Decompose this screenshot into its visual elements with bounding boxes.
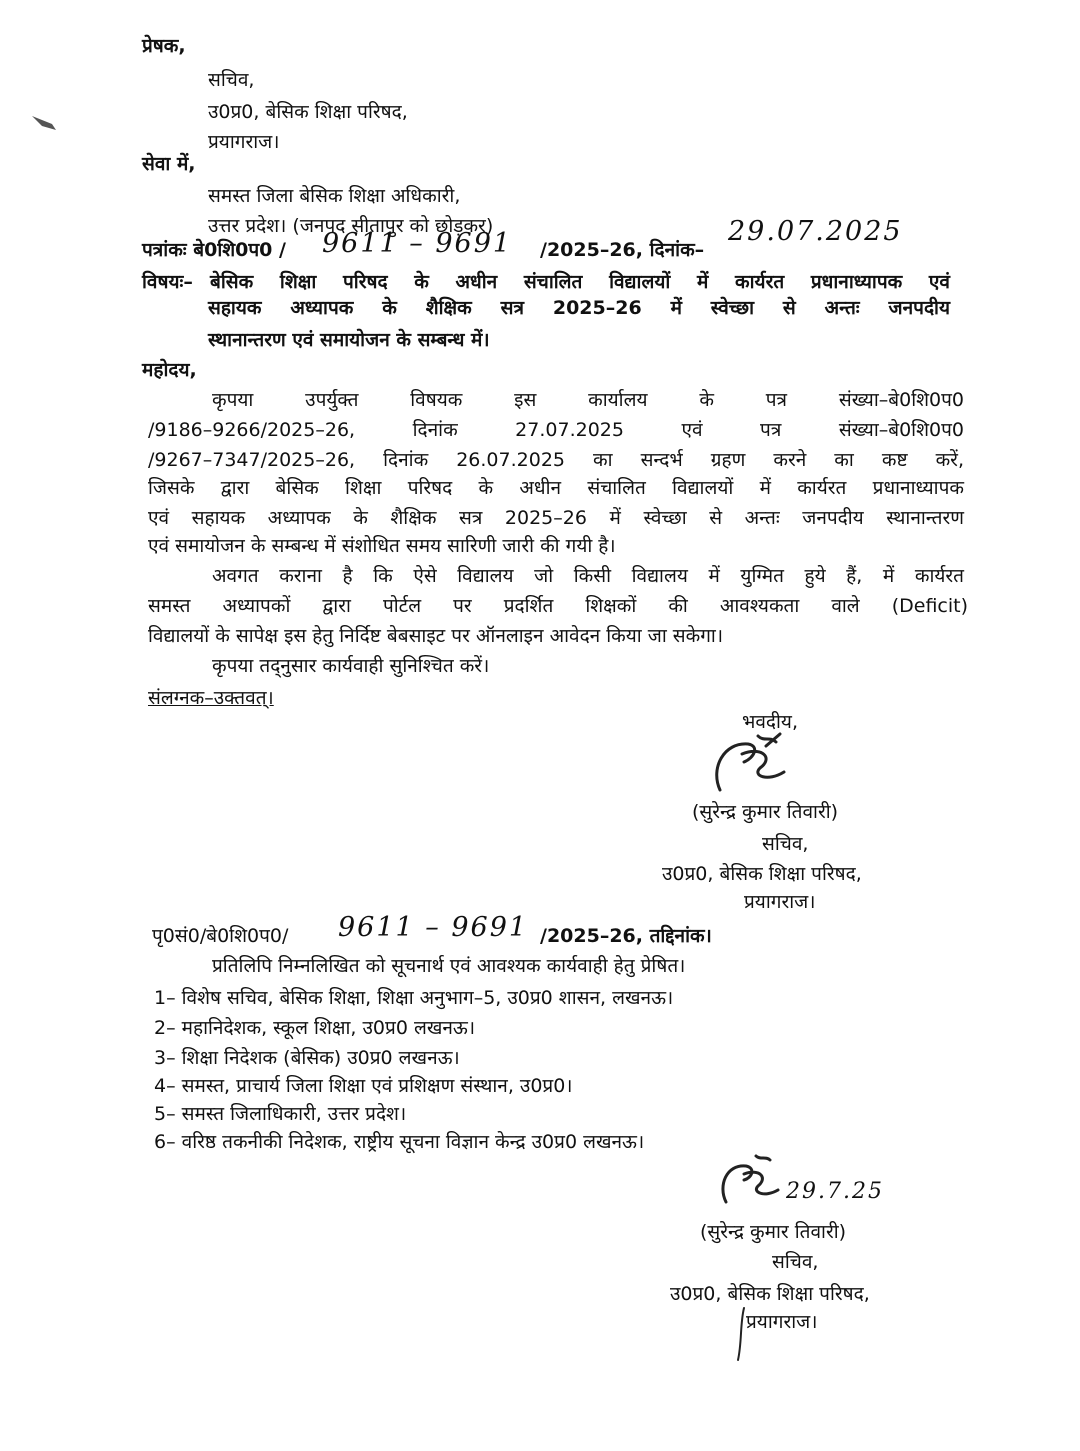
body-p2-line1: अवगत कराना है कि ऐसे विद्यालय जो किसी विद्यालय में युग्मित हुये हैं, में कार्यरत — [212, 565, 964, 587]
body-p1-line2: /9186–9266/2025–26, दिनांक 27.07.2025 एवं पत्र संख्या–बे0शि0प0 — [148, 419, 964, 441]
sign2-office: उ0प्र0, बेसिक शिक्षा परिषद, — [670, 1283, 870, 1305]
signature-2-mark — [716, 1152, 796, 1212]
sign2-handwritten-date: 29.7.25 — [786, 1179, 884, 1204]
sign1-office: उ0प्र0, बेसिक शिक्षा परिषद, — [662, 863, 862, 885]
copy-intro: प्रतिलिपि निम्नलिखित को सूचनार्थ एवं आवश्यक कार्यवाही हेतु प्रेषित। — [212, 955, 686, 977]
copy-reference-handwritten-number: 9611 – 9691 — [338, 912, 529, 943]
scan-mark — [30, 112, 60, 132]
subject-line1: बेसिक शिक्षा परिषद के अधीन संचालित विद्यालयों में कार्यरत प्रधानाध्यापक एवं — [210, 271, 950, 293]
body-p3: कृपया तद्नुसार कार्यवाही सुनिश्चित करें। — [212, 655, 490, 677]
sign2-stroke — [734, 1306, 750, 1362]
body-p1-line1: कृपया उपर्युक्त विषयक इस कार्यालय के पत्र संख्या–बे0शि0प0 — [212, 389, 964, 411]
body-p2-line3: विद्यालयों के सापेक्ष इस हेतु निर्दिष्ट बेबसाइट पर ऑनलाइन आवेदन किया जा सकेगा। — [148, 625, 724, 647]
copy-list-item-6: 6– वरिष्ठ तकनीकी निदेशक, राष्ट्रीय सूचना विज्ञान केन्द्र उ0प्र0 लखनऊ। — [154, 1131, 645, 1153]
reference-prefix: पत्रांकः बे0शि0प0 / — [142, 239, 286, 261]
recipient-label: सेवा में, — [142, 153, 196, 175]
copy-reference-prefix: पृ0सं0/बे0शि0प0/ — [152, 925, 289, 947]
body-p1-line6: एवं समायोजन के सम्बन्ध में संशोधित समय सारिणी जारी की गयी है। — [148, 535, 616, 557]
reference-handwritten-date: 29.07.2025 — [728, 216, 903, 247]
sender-label: प्रेषक, — [142, 35, 186, 57]
sign2-designation: सचिव, — [772, 1251, 819, 1273]
sign1-name: (सुरेन्द्र कुमार तिवारी) — [692, 801, 839, 823]
recipient-line2: उत्तर प्रदेश। (जनपद सीतापुर को छोड़कर) — [208, 215, 494, 237]
reference-handwritten-number: 9611 – 9691 — [322, 228, 513, 259]
subject-line2: सहायक अध्यापक के शैक्षिक सत्र 2025–26 में स्वेच्छा से अन्तः जनपदीय — [208, 297, 950, 319]
sign1-city: प्रयागराज। — [744, 891, 816, 913]
body-p1-line5: एवं सहायक अध्यापक के शैक्षिक सत्र 2025–26 में स्वेच्छा से अन्तः जनपदीय स्थानान्तरण — [148, 507, 964, 529]
reference-year: /2025–26, दिनांक– — [540, 239, 705, 261]
body-p2-line2: समस्त अध्यापकों द्वारा पोर्टल पर प्रदर्शित शिक्षकों की आवश्यकता वाले (Deficit) — [148, 595, 968, 617]
sign2-city: प्रयागराज। — [746, 1311, 818, 1333]
enclosure: संलग्नक–उक्तवत्। — [148, 687, 274, 709]
copy-list-item-2: 2– महानिदेशक, स्कूल शिक्षा, उ0प्र0 लखनऊ। — [154, 1017, 476, 1039]
signature-1-mark — [706, 732, 816, 802]
copy-list-item-1: 1– विशेष सचिव, बेसिक शिक्षा, शिक्षा अनुभाग–5, उ0प्र0 शासन, लखनऊ। — [154, 987, 674, 1009]
salutation: महोदय, — [142, 359, 197, 381]
body-p1-line3: /9267–7347/2025–26, दिनांक 26.07.2025 का सन्दर्भ ग्रहण करने का कष्ट करें, — [148, 449, 964, 471]
sign1-closing: भवदीय, — [742, 711, 798, 733]
sender-designation: सचिव, — [208, 69, 255, 91]
sender-city: प्रयागराज। — [208, 131, 280, 153]
sender-office: उ0प्र0, बेसिक शिक्षा परिषद, — [208, 101, 408, 123]
recipient-line1: समस्त जिला बेसिक शिक्षा अधिकारी, — [208, 185, 461, 207]
body-p1-line4: जिसके द्वारा बेसिक शिक्षा परिषद के अधीन संचालित विद्यालयों में कार्यरत प्रधानाध्यापक — [148, 477, 964, 499]
subject-label: विषयः– — [142, 271, 193, 293]
copy-list-item-5: 5– समस्त जिलाधिकारी, उत्तर प्रदेश। — [154, 1103, 407, 1125]
sign1-designation: सचिव, — [762, 833, 809, 855]
sign2-name: (सुरेन्द्र कुमार तिवारी) — [700, 1221, 847, 1243]
copy-list-item-4: 4– समस्त, प्राचार्य जिला शिक्षा एवं प्रशिक्षण संस्थान, उ0प्र0। — [154, 1075, 573, 1097]
copy-reference-suffix: /2025–26, तद्दिनांक। — [540, 925, 712, 947]
subject-line3: स्थानान्तरण एवं समायोजन के सम्बन्ध में। — [208, 329, 490, 351]
copy-list-item-3: 3– शिक्षा निदेशक (बेसिक) उ0प्र0 लखनऊ। — [154, 1047, 460, 1069]
